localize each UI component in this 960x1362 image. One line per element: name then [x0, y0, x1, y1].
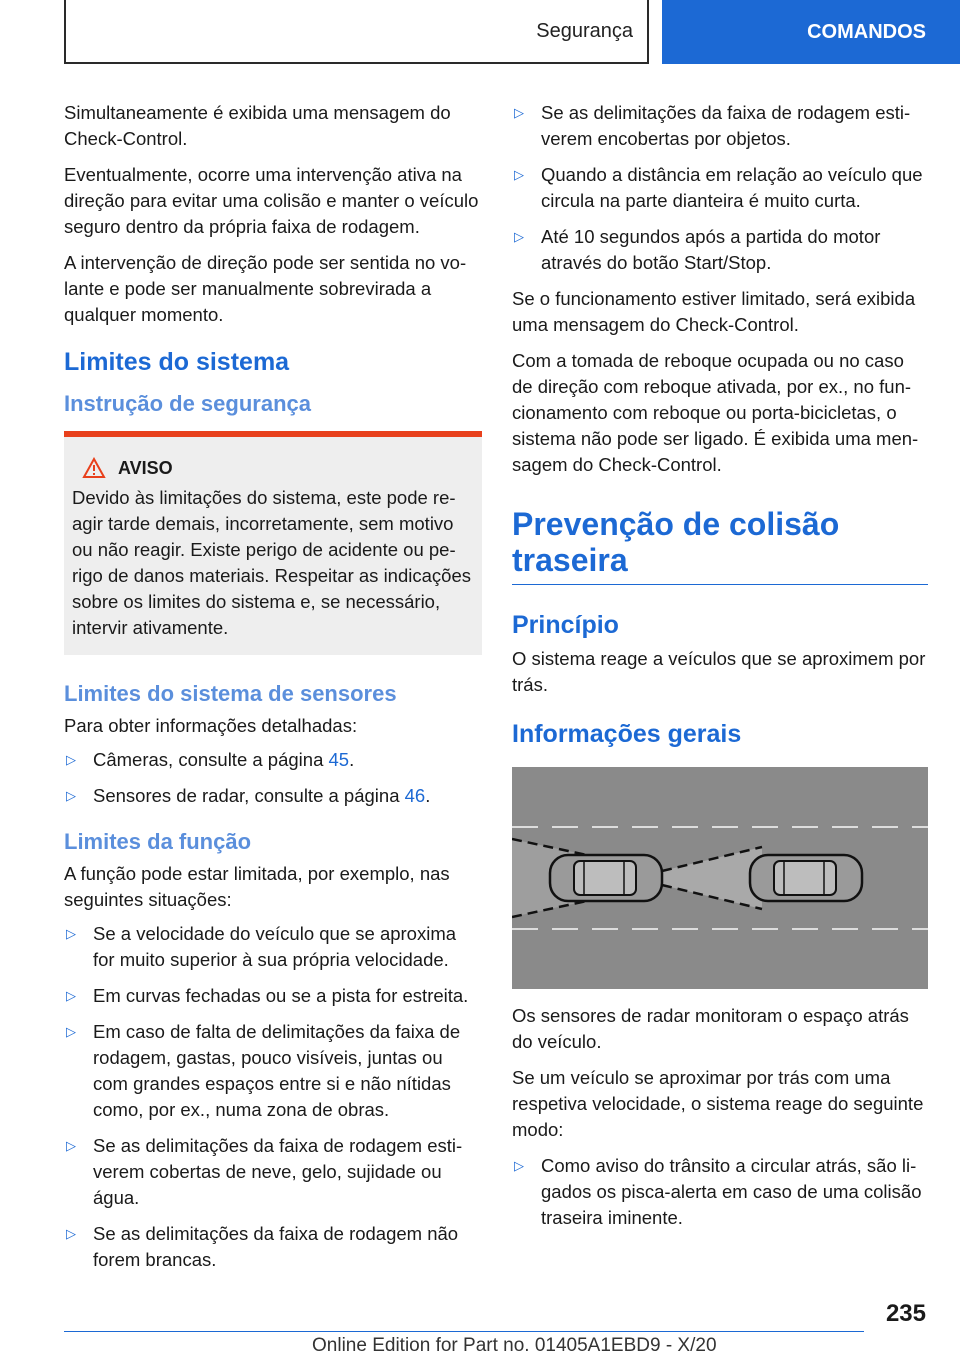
heading-safety: Instrução de segurança — [64, 391, 311, 416]
left-column — [64, 100, 482, 1283]
page-number: 235 — [885, 1300, 926, 1327]
list-item: ▷ Sensores de radar, consulte a página 46. — [64, 783, 482, 809]
triangle-bullet-icon: ▷ — [66, 926, 76, 941]
list-item: ▷ Se as delimitações da faixa de rodagem não forem brancas. — [66, 1223, 459, 1270]
radar-illustration — [512, 767, 928, 989]
heading-limits: Limites do sistema — [64, 348, 290, 376]
warning-icon — [82, 457, 106, 479]
footer-divider — [64, 1331, 864, 1332]
item-text: Câmeras, consulte a página — [93, 749, 329, 770]
paragraph: O sistema reage a veículos que se aproximem por trás. — [512, 648, 926, 695]
triangle-bullet-icon: ▷ — [66, 988, 76, 1003]
triangle-bullet-icon: ▷ — [66, 788, 76, 803]
heading-sensors: Limites do sistema de sensores — [64, 681, 397, 706]
triangle-bullet-icon: ▷ — [66, 1138, 76, 1153]
paragraph: Se um veículo se aproximar por trás com uma respetiva velocidade, o sistema reage do seguinte modo: — [512, 1067, 924, 1140]
triangle-bullet-icon: ▷ — [514, 229, 524, 244]
function-list — [64, 921, 482, 1273]
sensors-list — [64, 747, 482, 809]
limits-list-cont — [512, 100, 928, 276]
triangle-bullet-icon: ▷ — [514, 167, 524, 182]
list-item: ▷ Câmeras, consulte a página 45. — [64, 747, 482, 773]
right-column — [512, 100, 928, 1241]
triangle-bullet-icon: ▷ — [514, 1158, 524, 1173]
heading-principle: Princípio — [512, 611, 619, 639]
list-item: ▷ Se as delimitações da faixa de rodagem estiverem cobertas de neve, gelo, sujidade ou água. — [66, 1135, 463, 1208]
section-title: Segurança — [536, 19, 633, 42]
radar-diagram-icon — [512, 767, 928, 989]
reaction-list — [512, 1153, 928, 1231]
list-item: ▷ Se a velocidade do veículo que se aproxima for muito superior à sua própria velocidade. — [66, 923, 457, 970]
triangle-bullet-icon: ▷ — [66, 752, 76, 767]
chapter-title: COMANDOS — [807, 20, 926, 43]
paragraph: Os sensores de radar monitoram o espaço atrás do veículo. — [512, 1005, 909, 1052]
paragraph: Eventualmente, ocorre uma intervenção ativa na direção para evitar uma colisão e manter o veículo seguro dentro da própria faixa de rodagem. — [64, 164, 479, 237]
list-item: ▷ Quando a distância em relação ao veículo que circula na parte dianteira é muito curta. — [514, 164, 923, 211]
warning-title: AVISO — [118, 457, 173, 478]
list-item: ▷ Como aviso do trânsito a circular atrás, são ligados os pisca-alerta em caso de uma colisão traseira iminente. — [514, 1155, 922, 1228]
list-item: ▷ Até 10 segundos após a partida do motor através do botão Start/Stop. — [514, 226, 881, 273]
paragraph: A intervenção de direção pode ser sentida no volante e pode ser manualmente sobrevirada a qualquer momento. — [64, 252, 467, 325]
warning-box — [64, 431, 482, 655]
list-item: ▷ Em caso de falta de delimitações da faixa de rodagem, gastas, pouco visíveis, juntas ou com grandes espaços entre si e não nítidas como, por ex., numa zona de obras. — [66, 1021, 461, 1120]
triangle-bullet-icon: ▷ — [514, 105, 524, 120]
triangle-bullet-icon: ▷ — [66, 1024, 76, 1039]
triangle-bullet-icon: ▷ — [66, 1226, 76, 1241]
edition-text: Online Edition for Part no. 01405A1EBD9 - X/20 — [312, 1335, 717, 1356]
heading-general: Informações gerais — [512, 720, 742, 748]
heading-rear-collision: Prevenção de colisão traseira — [512, 506, 928, 585]
page-link[interactable]: 46 — [404, 785, 426, 806]
paragraph: Simultaneamente é exibida uma mensagem do Check-Control. — [64, 102, 451, 149]
warning-text: Devido às limitações do sistema, este pode reagir tarde demais, incorretamente, sem motivo ou não reagir. Existe perigo de acidente ou perigo de danos materiais. Respeitar as indicações sobre os limites do sistema e, se necessário, intervir ativamente. — [72, 487, 471, 638]
item-text: Sensores de radar, consulte a página — [93, 785, 405, 806]
list-item: ▷ Em curvas fechadas ou se a pista for estreita. — [64, 983, 482, 1009]
heading-function: Limites da função — [64, 829, 252, 854]
paragraph: Com a tomada de reboque ocupada ou no caso de direção com reboque ativada, por ex., no funcionamento com reboque ou porta-bicicletas, o sistema não pode ser ligado. É exibida uma mensagem do Check-Control. — [512, 350, 919, 475]
header-section — [64, 0, 649, 64]
list-item: ▷ Se as delimitações da faixa de rodagem estiverem encobertas por objetos. — [514, 102, 911, 149]
header-chapter[interactable] — [662, 0, 960, 64]
paragraph: Se o funcionamento estiver limitado, será exibida uma mensagem do Check-Control. — [512, 288, 916, 335]
page-link[interactable]: 45 — [328, 749, 350, 770]
paragraph: Para obter informações detalhadas: — [64, 715, 358, 736]
paragraph: A função pode estar limitada, por exemplo, nas seguintes situações: — [64, 863, 450, 910]
